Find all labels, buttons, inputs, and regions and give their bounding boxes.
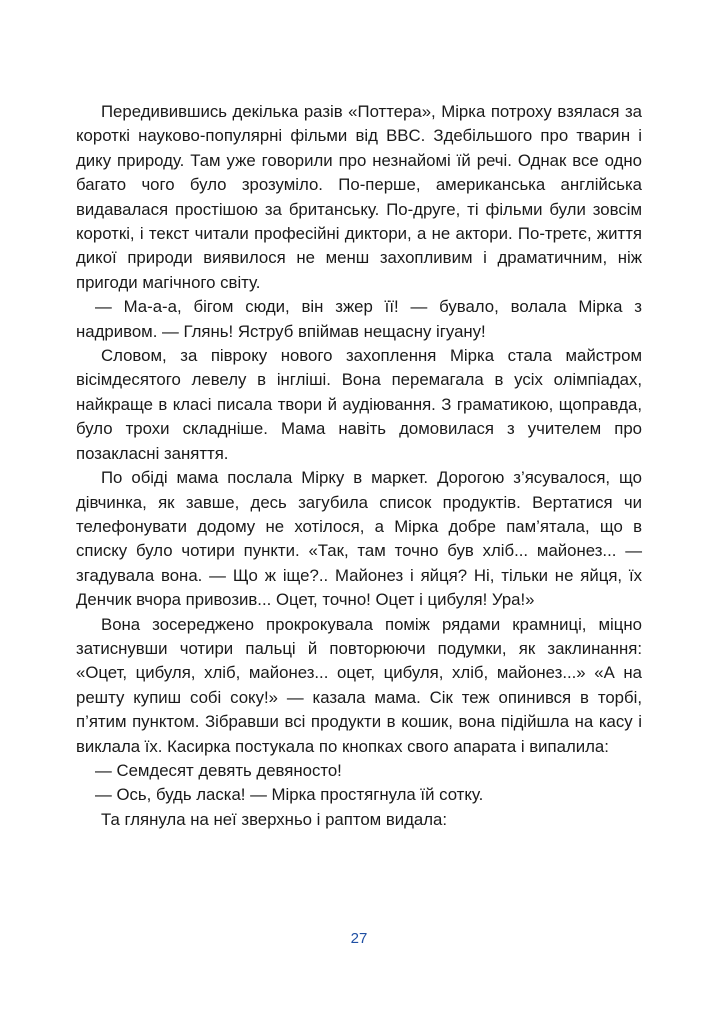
paragraph-8: Та глянула на неї зверхньо і раптом видала: — [101, 809, 448, 829]
body-text — [76, 100, 642, 832]
paragraph-5: Вона зосереджено прокрокувала поміж рядами крамниці, міцно затиснувши чотири пальці й повторюючи подумки, як заклинання: «Оцет, цибуля, хліб, майонез... оцет, цибуля, хліб, майонез...» «А на решту купиш собі соку!» — казала мама. Сік теж опинився в торбі, п’ятим пунктом. Зібравши всі продукти в кошик, вона підійшла на касу і виклала їх. Касирка постукала по кнопках свого апарата і випалила: — [76, 614, 642, 756]
page-number: 27 — [350, 930, 368, 947]
paragraph-2-dialogue: — Ма-а-а, бігом сюди, він зжер її! — бувало, волала Мірка з надривом. — Глянь! Яструб впіймав нещасну ігуану! — [76, 297, 642, 341]
paragraph-3: Словом, за півроку нового захоплення Мірка стала майстром вісімдесятого левелу в інгліші. Вона перемагала в усіх олімпіадах, найкраще в класі писала твори й аудіювання. З граматикою, щоправда, було трохи складніше. Мама навіть домовилася з учителем про позакласні заняття. — [76, 346, 642, 463]
paragraph-7-dialogue: — Ось, будь ласка! — Мірка простягнула їй сотку. — [95, 785, 484, 805]
paragraph-1: Передивившись декілька разів «Поттера», Мірка потроху взялася за короткі науково-популярні фільми від BBC. Здебільшого про тварин і дику природу. Там уже говорили про незнайомі їй речі. Однак все одно багато чого було зрозуміло. По-перше, американська англійська видавалася простішою за британську. По-друге, ті фільми були зовсім короткі, і текст читали професійні диктори, а не актори. По-третє, життя дикої природи виявилося не менш захопливим і драматичним, ніж пригоди магічного світу. — [76, 102, 642, 292]
paragraph-6-dialogue: — Семдесят девять девяносто! — [95, 760, 342, 780]
paragraph-4: По обіді мама послала Мірку в маркет. Дорогою з’ясувалося, що дівчинка, як завше, десь загубила список продуктів. Вертатися чи телефонувати додому не хотілося, а Мірка добре пам’ятала, що в списку було чотири пункти. «Так, там точно був хліб... майонез... — згадувала вона. — Що ж іще?.. Майонез і яйця? Ні, тільки не яйця, їх Денчик вчора привозив... Оцет, точно! Оцет і цибуля! Ура!» — [76, 468, 642, 610]
